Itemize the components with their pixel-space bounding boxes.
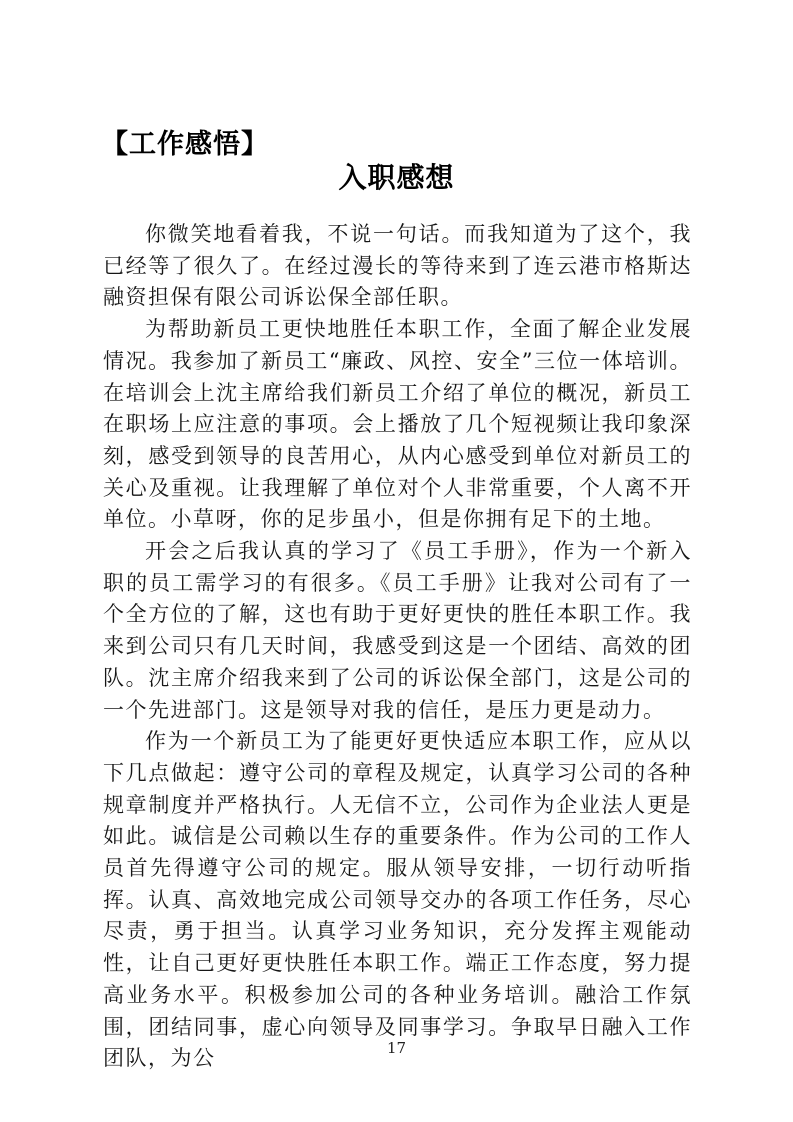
paragraph: 开会之后我认真的学习了《员工手册》，作为一个新入职的员工需学习的有很多。《员工手册》让我对公司有了一个全方位的了解，这也有助于更好更快的胜任本职工作。我来到公司只有几天时间，我感受到这是一个团结、高效的团队。沈主席介绍我来到了公司的诉讼保全部门，这是公司的一个先进部门。这是领导对我的信任，是压力更是动力。 xyxy=(103,539,692,722)
paragraph: 作为一个新员工为了能更好更快适应本职工作，应从以下几点做起：遵守公司的章程及规定，认真学习公司的各种规章制度并严格执行。人无信不立，公司作为企业法人更是如此。诚信是公司赖以生存的重要条件。作为公司的工作人员首先得遵守公司的规定。服从领导安排，一切行动听指挥。认真、高效地完成公司领导交办的各项工作任务，尽心尽责，勇于担当。认真学习业务知识，充分发挥主观能动性，让自己更好更快胜任本职工作。端正工作态度，努力提高业务水平。积极参加公司的各种业务培训。融洽工作氛围，团结同事，虚心向领导及同事学习。争取早日融入工作团队，为公 xyxy=(103,729,692,1071)
paragraph: 为帮助新员工更快地胜任本职工作，全面了解企业发展情况。我参加了新员工“廉政、风控、安全”三位一体培训。在培训会上沈主席给我们新员工介绍了单位的概况，新员工在职场上应注意的事项。会上播放了几个短视频让我印象深刻，感受到领导的良苦用心，从内心感受到单位对新员工的关心及重视。让我理解了单位对个人非常重要，个人离不开单位。小草呀，你的足步虽小，但是你拥有足下的土地。 xyxy=(103,317,692,532)
page-number: 17 xyxy=(386,1039,407,1057)
page-title: 入职感想 xyxy=(338,161,455,194)
document-body xyxy=(103,219,692,1075)
paragraph: 你微笑地看着我，不说一句话。而我知道为了这个，我已经等了很久了。在经过漫长的等待来到了连云港市格斯达融资担保有限公司诉讼保全部任职。 xyxy=(103,222,692,310)
section-header: 【工作感悟】 xyxy=(101,129,269,160)
